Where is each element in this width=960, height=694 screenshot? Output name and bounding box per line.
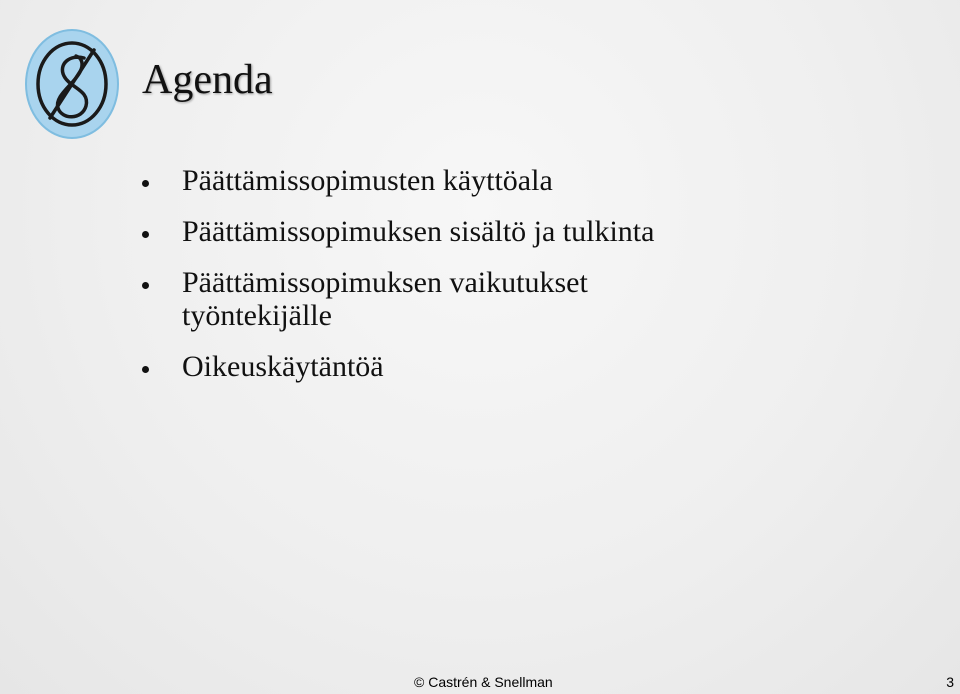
agenda-list	[142, 164, 922, 401]
agenda-item-text: Päättämissopimuksen sisältö ja tulkinta	[182, 215, 655, 248]
agenda-item	[142, 215, 922, 248]
agenda-item	[142, 164, 922, 197]
agenda-item-text: Oikeuskäytäntöä	[182, 350, 384, 383]
copyright-text: © Castrén & Snellman	[414, 674, 553, 690]
agenda-item	[142, 350, 922, 383]
bullet-icon	[142, 282, 149, 289]
agenda-item	[142, 266, 742, 332]
castren-snellman-logo-icon	[24, 28, 120, 140]
page-number: 3	[946, 674, 954, 690]
agenda-item-text: Päättämissopimusten käyttöala	[182, 164, 553, 197]
agenda-item-text: Päättämissopimuksen vaikutukset työntekijälle	[182, 266, 588, 332]
bullet-icon	[142, 180, 149, 187]
bullet-icon	[142, 231, 149, 238]
slide-title: Agenda	[142, 57, 273, 103]
slide-footer	[0, 672, 960, 694]
bullet-icon	[142, 366, 149, 373]
